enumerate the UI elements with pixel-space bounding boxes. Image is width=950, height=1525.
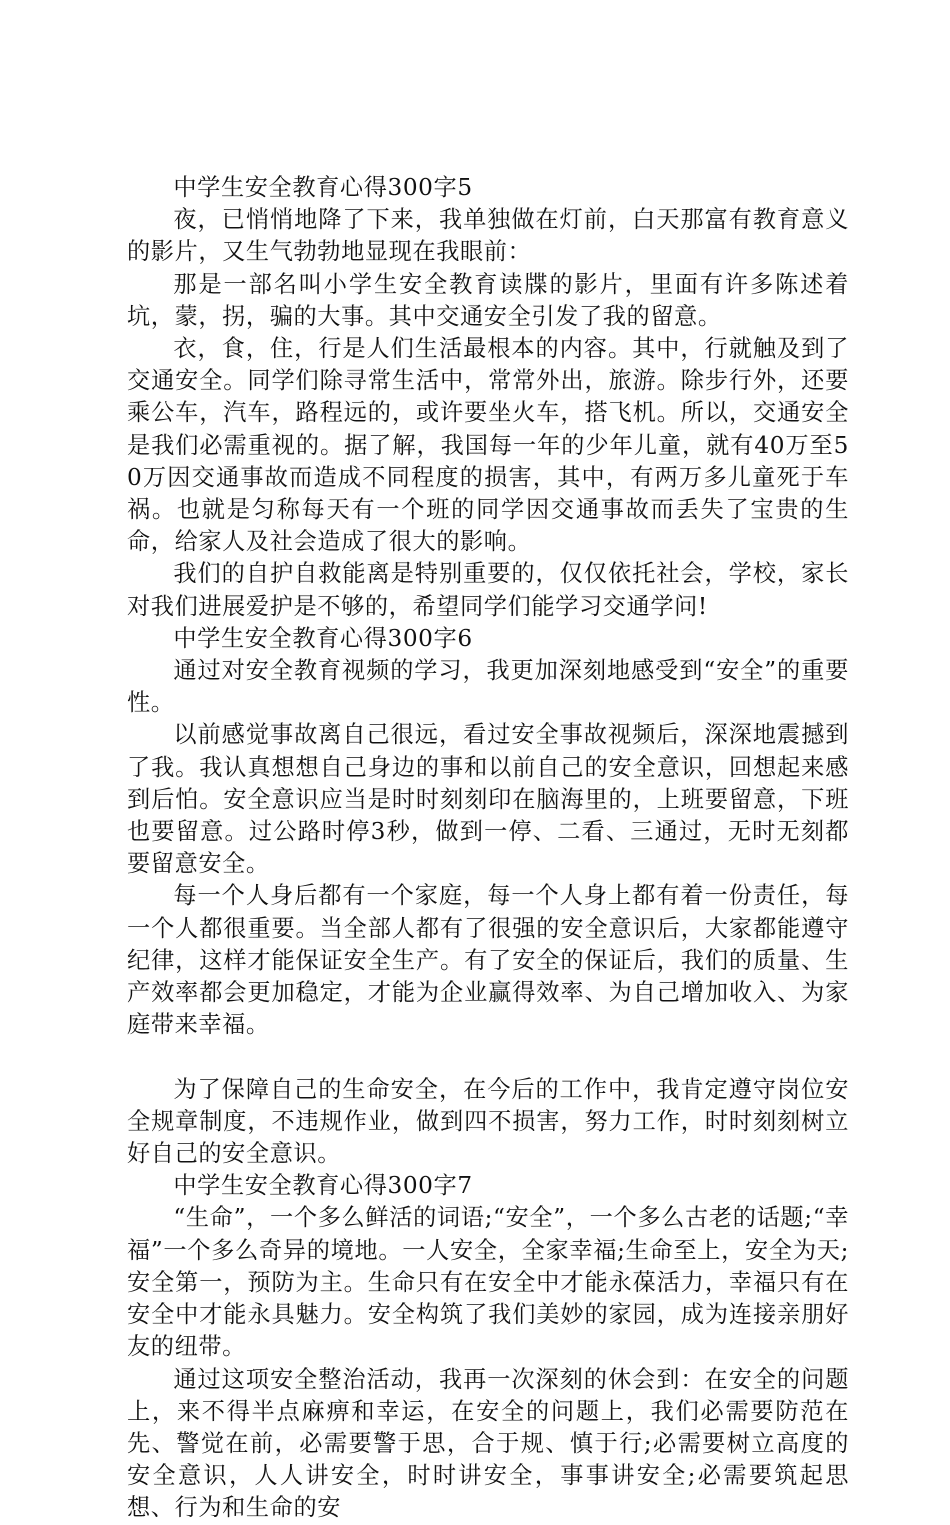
- paragraph: 通过对安全教育视频的学习，我更加深刻地感受到“安全”的重要性。: [127, 657, 849, 717]
- paragraph: 我们的自护自救能离是特别重要的，仅仅依托社会，学校，家长对我们进展爱护是不够的，希望同学们能学习交通学问!: [127, 560, 849, 620]
- paragraph: 夜，已悄悄地降了下来，我单独做在灯前，白天那富有教育意义的影片，又生气勃勃地显现在我眼前：: [127, 206, 849, 266]
- document-body: [127, 172, 849, 1525]
- paragraph: “生命”，一个多么鲜活的词语;“安全”，一个多么古老的话题;“幸福”一个多么奇异的境地。一人安全，全家幸福;生命至上，安全为天;安全第一，预防为主。生命只有在安全中才能永葆活力，幸福只有在安全中才能永具魅力。安全构筑了我们美妙的家园，成为连接亲朋好友的纽带。: [127, 1204, 849, 1361]
- section-heading-5: 中学生安全教育心得300字5: [173, 174, 473, 201]
- paragraph: 以前感觉事故离自己很远，看过安全事故视频后，深深地震撼到了我。我认真想想自己身边的事和以前自己的安全意识，回想起来感到后怕。安全意识应当是时时刻刻印在脑海里的，上班要留意，下班也要留意。过公路时停3秒，做到一停、二看、三通过，无时无刻都要留意安全。: [127, 721, 849, 878]
- paragraph: 通过这项安全整治活动，我再一次深刻的休会到：在安全的问题上，来不得半点麻痹和幸运，在安全的问题上，我们必需要防范在先、警觉在前，必需要警于思，合于规、慎于行;必需要树立高度的安全意识，人人讲安全，时时讲安全，事事讲安全;必需要筑起思想、行为和生命的安: [127, 1365, 849, 1522]
- section-heading-6: 中学生安全教育心得300字6: [173, 624, 473, 652]
- paragraph: 衣，食，住，行是人们生活最根本的内容。其中，行就触及到了交通安全。同学们除寻常生活中，常常外出，旅游。除步行外，还要乘公车，汽车，路程远的，或许要坐火车，搭飞机。所以，交通安全是我们必需重视的。据了解，我国每一年的少年儿童，就有40万至50万因交通事故而造成不同程度的损害，其中，有两万多儿童死于车祸。也就是匀称每天有一个班的同学因交通事故而丢失了宝贵的生命，给家人及社会造成了很大的影响。: [127, 335, 849, 556]
- paragraph: 那是一部名叫小学生安全教育读牒的影片，里面有许多陈述着坑，蒙，拐，骗的大事。其中交通安全引发了我的留意。: [127, 270, 849, 330]
- section-heading-7: 中学生安全教育心得300字7: [173, 1172, 473, 1200]
- paragraph: 为了保障自己的生命安全，在今后的工作中，我肯定遵守岗位安全规章制度，不违规作业，做到四不损害，努力工作，时时刻刻树立好自己的安全意识。: [127, 1075, 849, 1168]
- paragraph: 每一个人身后都有一个家庭，每一个人身上都有着一份责任，每一个人都很重要。当全部人都有了很强的安全意识后，大家都能遵守纪律，这样才能保证安全生产。有了安全的保证后，我们的质量、生产效率都会更加稳定，才能为企业赢得效率、为自己增加收入、为家庭带来幸福。: [127, 882, 849, 1039]
